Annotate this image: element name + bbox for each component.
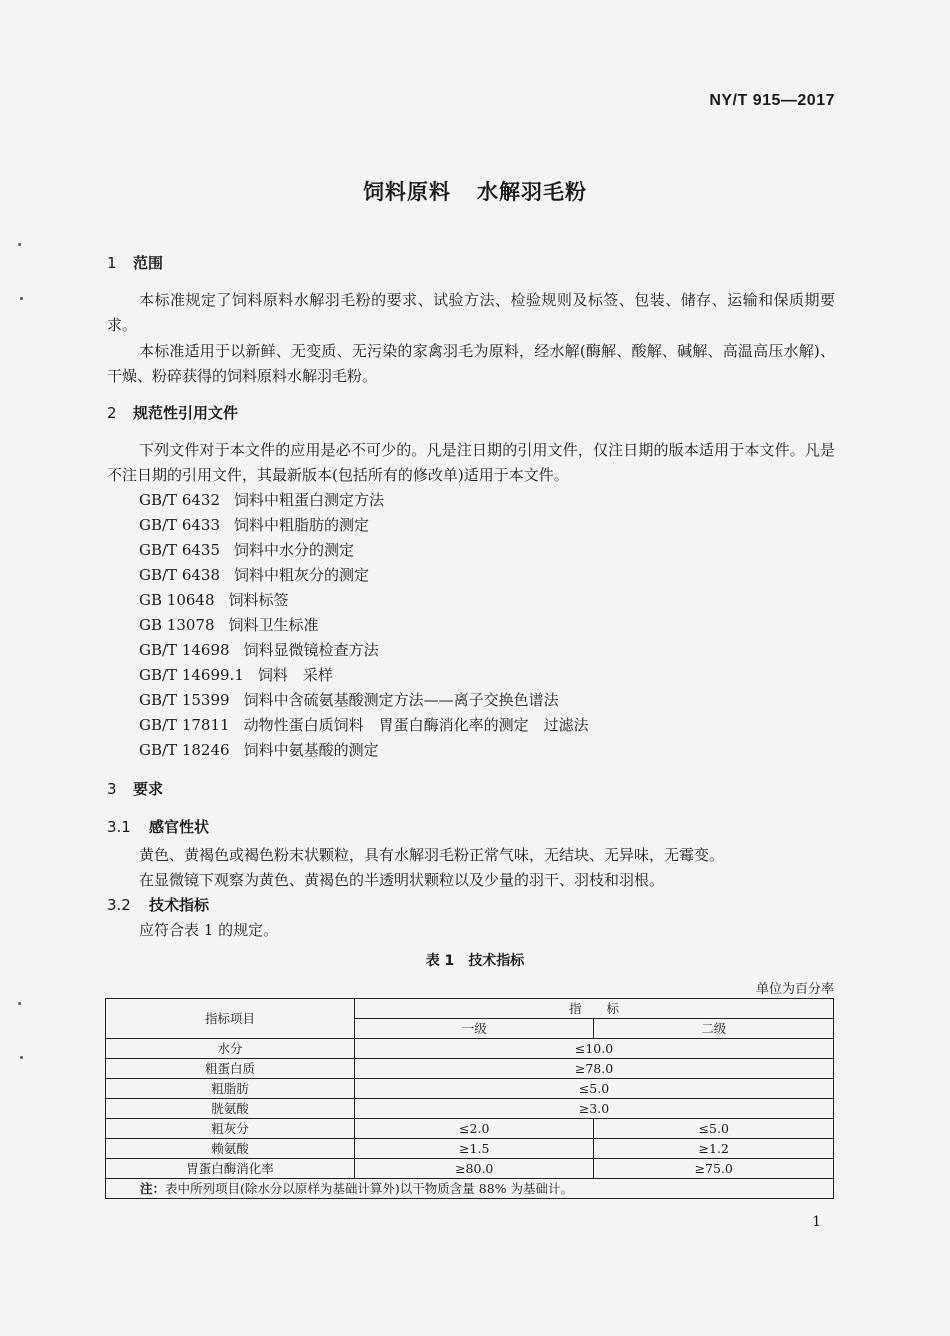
document-title <box>0 176 950 206</box>
section-title: 范围 <box>133 254 164 272</box>
reference-item: GB/T 6433 饲料中粗脂肪的测定 <box>139 516 370 534</box>
section-2-para: 下列文件对于本文件的应用是必不可少的。凡是注日期的引用文件，仅注日期的版本适用于本文件。凡是不注日期的引用文件，其最新版本(包括所有的修改单)适用于本文件。 <box>107 441 835 484</box>
table-unit: 单位为百分率 <box>755 982 834 997</box>
subsection-number: 3.1 <box>107 818 131 836</box>
reference-item: GB 10648 饲料标签 <box>139 591 289 609</box>
table-row: 水分 ≤10.0 <box>106 1039 834 1059</box>
reference-item: GB/T 15399 饲料中含硫氨基酸测定方法——离子交换色谱法 <box>139 691 559 709</box>
header-index: 指 标 <box>355 999 834 1019</box>
section-number: 3 <box>107 780 117 798</box>
scan-speck <box>20 1056 23 1059</box>
table-row: 胱氨酸 ≥3.0 <box>106 1099 834 1119</box>
table-note-row <box>106 1179 834 1199</box>
section-number: 2 <box>107 404 117 422</box>
reference-item: GB/T 14698 饲料显微镜检查方法 <box>139 641 379 659</box>
subsection-3-1-line-2: 在显微镜下观察为黄色、黄褐色的半透明状颗粒以及少量的羽干、羽枝和羽根。 <box>139 871 665 889</box>
table-row: 粗脂肪 ≤5.0 <box>106 1079 834 1099</box>
table-caption: 表 1 技术指标 <box>425 953 525 969</box>
section-number: 1 <box>107 254 117 272</box>
standard-code: NY/T 915—2017 <box>709 92 835 109</box>
scan-speck <box>18 1002 21 1005</box>
table-note: 注：表中所列项目(除水分以原样为基础计算外)以干物质含量 88% 为基础计。 <box>106 1179 834 1199</box>
reference-item: GB/T 6438 饲料中粗灰分的测定 <box>139 566 370 584</box>
header-item: 指标项目 <box>106 999 355 1039</box>
table-header-row <box>106 999 834 1019</box>
section-3-heading <box>107 778 163 799</box>
subsection-3-1-line-1: 黄色、黄褐色或褐色粉末状颗粒，具有水解羽毛粉正常气味，无结块、无异味，无霉变。 <box>139 846 725 864</box>
reference-item: GB/T 18246 饲料中氨基酸的测定 <box>139 741 379 759</box>
subsection-title: 技术指标 <box>149 896 210 914</box>
reference-item: GB 13078 饲料卫生标准 <box>139 616 319 634</box>
title-part2: 水解羽毛粉 <box>477 180 587 204</box>
subsection-title: 感官性状 <box>149 818 210 836</box>
section-title: 规范性引用文件 <box>133 404 239 422</box>
table-row: 赖氨酸 ≥1.5 ≥1.2 <box>106 1139 834 1159</box>
header-grade-2: 二级 <box>594 1019 834 1039</box>
subsection-number: 3.2 <box>107 896 131 914</box>
title-part1: 饲料原料 <box>363 180 451 204</box>
section-2-heading <box>107 402 238 423</box>
table-row: 粗灰分 ≤2.0 ≤5.0 <box>106 1119 834 1139</box>
reference-item: GB/T 6432 饲料中粗蛋白测定方法 <box>139 491 385 509</box>
page-number: 1 <box>812 1214 821 1230</box>
subsection-3-2-heading <box>107 894 209 915</box>
section-title: 要求 <box>133 780 164 798</box>
table-row: 胃蛋白酶消化率 ≥80.0 ≥75.0 <box>106 1159 834 1179</box>
table-row: 粗蛋白质 ≥78.0 <box>106 1059 834 1079</box>
section-1-para-2: 本标准适用于以新鲜、无变质、无污染的家禽羽毛为原料，经水解(酶解、酸解、碱解、高温高压水解)、干燥、粉碎获得的饲料原料水解羽毛粉。 <box>107 342 835 385</box>
section-1-heading <box>107 252 163 273</box>
reference-item: GB/T 17811 动物性蛋白质饲料 胃蛋白酶消化率的测定 过滤法 <box>139 716 589 734</box>
scan-speck <box>18 243 21 246</box>
reference-item: GB/T 6435 饲料中水分的测定 <box>139 541 355 559</box>
reference-item: GB/T 14699.1 饲料 采样 <box>139 666 333 684</box>
section-1-para-1: 本标准规定了饲料原料水解羽毛粉的要求、试验方法、检验规则及标签、包装、储存、运输和保质期要求。 <box>107 291 835 334</box>
header-grade-1: 一级 <box>355 1019 594 1039</box>
scan-speck <box>20 297 23 300</box>
subsection-3-2-line-1: 应符合表 1 的规定。 <box>139 921 279 939</box>
technical-index-table <box>105 998 834 1199</box>
subsection-3-1-heading <box>107 816 209 837</box>
